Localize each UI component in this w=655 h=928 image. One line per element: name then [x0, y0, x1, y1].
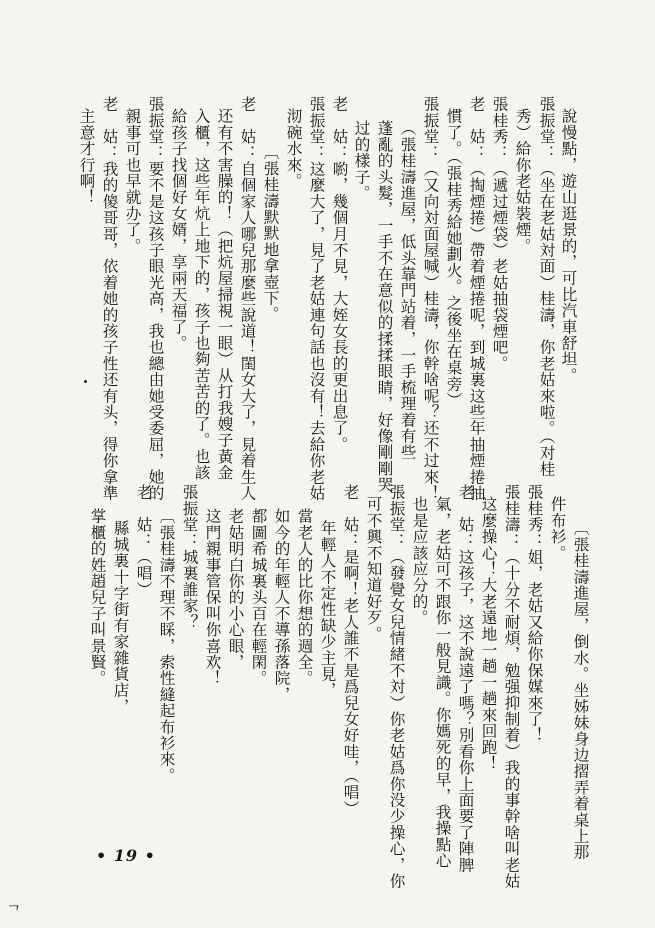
- text-column: 張振堂：（發覺女兒情緒不対）你老姑爲你没少操心，你: [387, 484, 406, 889]
- text-column: 入櫃，这些年炕上地下的，孩子也夠苦苦的了。也該: [192, 108, 211, 481]
- text-column: 可不興不知道好歹。: [364, 496, 383, 642]
- text-column: 張振堂：城裏誰家？: [180, 484, 199, 630]
- text-column: 还有不害臊的！（把炕屋掃視一眼）从打我嫂子黃金: [215, 108, 234, 481]
- text-column: 秀）給你老姑裝煙。: [513, 108, 532, 254]
- text-column: 也是应該应分的。: [410, 496, 429, 626]
- text-column: 老 姑：这孩子，这不說遠了嗎？別看你上面要了陣脾: [456, 484, 475, 873]
- text-column: 都圖希城裏头百在輕閑。: [249, 508, 268, 687]
- text-column: 老 姑：（唱）: [134, 484, 153, 598]
- text-column: 老姑明白你的小心眼，: [226, 508, 245, 670]
- text-column: 給孩子找個好女婿，享兩天福了。: [169, 108, 188, 351]
- text-column: （張桂濤進屋，低头靠門站着，一手梳理着有些: [398, 120, 417, 461]
- text-column: 〔張桂濤默默地拿壺下。: [261, 144, 280, 323]
- text-column: 縣城裏十字街有家雜貨店，: [111, 520, 130, 715]
- text-column: 过的樣子。: [352, 120, 371, 201]
- text-column: 慣了。（張桂秀給她劃火。之後坐在桌旁）: [444, 108, 463, 408]
- text-column: 張振堂：这麼大了，見了老姑連句話也沒有！去給你老姑: [307, 96, 326, 501]
- text-column: 主意才行啊！: [77, 108, 96, 206]
- text-column: 張振堂：（又向対面屋喊）桂濤，你幹啥呢？还不过來！: [421, 96, 440, 501]
- corner-mark: ᄀ: [6, 903, 22, 922]
- text-column: 年輕人不定性缺少主見，: [318, 520, 337, 699]
- text-column: 这麼操心！大老遠地一趟一趟來回跑！: [479, 496, 498, 772]
- text-column: 說慢點，遊山逛景的，可比汽車舒坦。: [559, 108, 578, 384]
- text-column: 當老人的比你想的週全。: [295, 508, 314, 687]
- text-column: 沏碗水來。: [284, 108, 303, 189]
- text-column: 老 姑：喲，幾個月不見，大姪女長的更出息了。: [330, 96, 349, 453]
- text-column: 張桂濤：（十分不耐煩，勉强抑制着）我的事幹啥叫老姑: [502, 484, 521, 889]
- page-number: • 19 •: [96, 846, 156, 865]
- text-column: 件布衫。: [548, 496, 567, 561]
- ink-dot: [84, 380, 87, 383]
- text-column: 張桂秀：（遞过煙袋）老姑抽袋煙吧。: [490, 96, 509, 372]
- text-column: 老 姑：自個家人哪兒那麼些說道！閨女大了，見着生人: [238, 96, 257, 501]
- text-column: 〔張桂濤不理不睬，索性縫起布衫來。: [157, 508, 176, 784]
- text-column: 老 姑：是啊！老人誰不是爲兒女好哇，（唱）: [341, 484, 360, 817]
- text-column: 張振堂：要不是这孩子眼光高，我也總由她受委屈，她的: [146, 96, 165, 501]
- text-column: 蓬亂的头髮，一手不在意似的揉揉眼睛，好像剛剛哭: [375, 120, 394, 493]
- text-column: 氣，老姑可不跟你一般見識。你媽死的早，我操點心: [433, 496, 452, 869]
- text-column: 張振堂：（坐在老姑対面）桂濤，你老姑來啦。（对桂: [537, 96, 556, 477]
- text-column: 掌櫃的姓趙兒子叫景賢。: [88, 508, 107, 687]
- text-column: 老 姑：我的傻哥哥，依着她的孩子性还有头，得你拿準: [100, 96, 119, 501]
- text-column: 親事可也早就办了。: [123, 108, 142, 254]
- text-column: 这門親事管保叫你喜欢！: [203, 508, 222, 687]
- text-column: 老 姑：（掏煙捲）帶着煙捲呢，到城裏这些年抽煙捲抽: [467, 96, 486, 501]
- text-column: 〔張桂濤進屋，倒水。坐姊妹身边摺弄着桌上那: [571, 520, 590, 861]
- text-column: 張桂秀：姐，老姑又給你保媒來了！: [525, 484, 544, 744]
- text-column: 如今的年輕人不導孫落院，: [272, 508, 291, 703]
